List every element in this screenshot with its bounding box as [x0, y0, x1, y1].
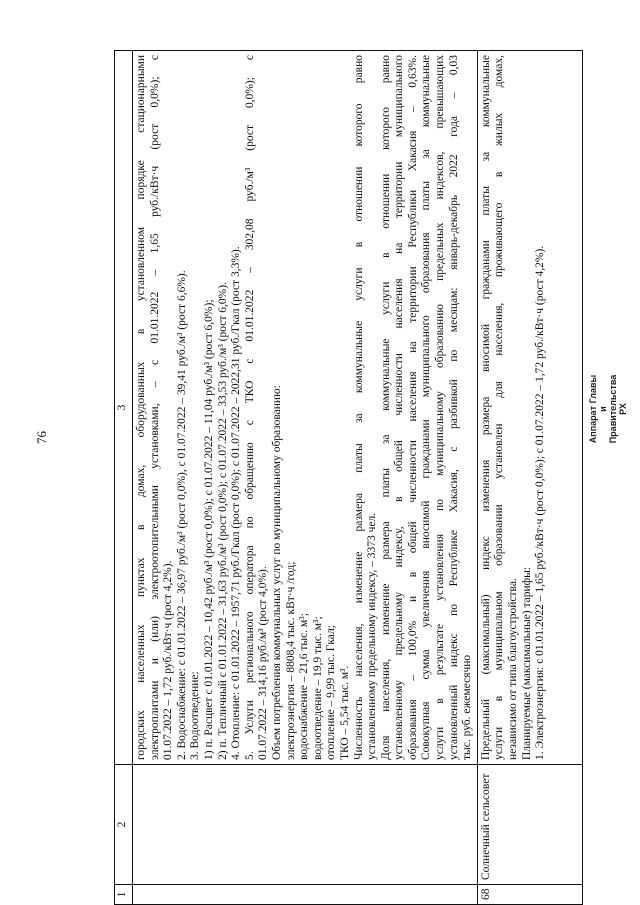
text-line: электроплитами и (или) электроотопительными установками, – с 01.01.2022 – 1,65 руб./кВт·ч (рост 0,0%); с [148, 55, 161, 760]
text-line: Доля населения, изменение размера платы за коммунальные услуги в отношении которого равно [379, 55, 392, 760]
text-line: 2. Водоснабжение: с 01.01.2022 – 36,97 руб./м³ (рост 0,0%), с 01.07.2022 – 39,41 руб./м³ (рост 6,6%). [175, 270, 188, 760]
text-line: водоотведение – 19,9 тыс. м³; [311, 616, 324, 760]
row-number: 68 [477, 885, 582, 905]
office-stamp [588, 374, 628, 444]
text-line: 1) п. Расцвет с 01.01.2022 – 10,42 руб./м³ (рост 0,0%); с 01.07.2022 – 11,04 руб./м³ (рост 6,0%); [202, 299, 215, 760]
text-line: городских населенных пунктах в домах, оборудованных в установленном порядке стационарными [135, 55, 147, 760]
text-line: 1. Электроэнергия: с 01.01.2022 – 1,65 руб./кВт·ч (рост 0,0%); с 01.07.2022 – 1,72 руб./кВт·ч (рост 4,2%). [534, 245, 547, 760]
table-row [133, 51, 478, 905]
text-line: услуги в результате установления по муниципальному образованию предельных индексов, превышающих [434, 55, 447, 760]
text-line: установленному предельному индексу, в общей численности населения на территории муниципального [393, 55, 406, 760]
stamp-line-2: и Правительства РХ [598, 374, 628, 444]
row-number [133, 885, 478, 905]
text-line: 2) п. Тепличный с 01.01.2022 – 31,63 руб./м³ (рост 0,0%); с 01.07.2022 – 33,53 руб./м³ (рост 6,0%). [216, 282, 229, 760]
text-line: Планируемые (максимальные) тарифы: [520, 566, 533, 760]
text-line: 5. Услуги регионального оператора по обращению с ТКО с 01.01.2022 – 302,08 руб./м³ (рост 0,0%); с [243, 55, 256, 760]
row-municipality: Солнечный сельсовет [477, 765, 582, 885]
text-line: водоснабжение – 21,6 тыс. м³; [298, 613, 311, 760]
text-line: Предельный (максимальный) индекс изменения размера вносимой гражданами платы за коммунальные [479, 55, 492, 760]
text-line: ТКО – 5,54 тыс. м³. [338, 665, 351, 760]
stamp-line-1: Аппарат Главы [588, 374, 598, 444]
header-cell-2: 2 [115, 765, 133, 885]
text-line: Совокупная сумма увеличения вносимой гражданами муниципального образования платы за коммунальные [420, 55, 433, 760]
row-description [477, 51, 582, 765]
row-description [133, 51, 478, 765]
text-line: 01.07.2022 – 1,72 руб./кВт·ч (рост 4,2%). [162, 560, 175, 760]
text-line: независимо от типа благоустройства. [507, 578, 520, 760]
text-line: Численность населения, изменение размера платы за коммунальные услуги в отношении которого равно [352, 55, 365, 760]
text-line: 3. Водоотведение: [189, 671, 202, 760]
text-line: услуги в муниципальном образовании установлен для населения, проживающего в жилых домах, [493, 55, 506, 760]
text-line: электроэнергия – 8808,4 тыс. кВт·ч /год; [284, 561, 297, 760]
text-line: установленному предельному индексу, – 3373 чел. [366, 512, 379, 760]
row-municipality [133, 765, 478, 885]
text-line: Объем потребления коммунальных услуг по муниципальному образованию: [270, 385, 283, 760]
text-line: образования – 100,0% и в общей численности населения на территории Республики Хакасия – 0,63%. [406, 55, 419, 760]
table-header-row [115, 51, 133, 905]
header-cell-1: 1 [115, 885, 133, 905]
text-line: отопление – 9,99 тыс. Гкал; [325, 625, 338, 760]
header-cell-3: 3 [115, 51, 133, 765]
text-line: тыс. руб. ежемесячно [461, 654, 474, 760]
text-line: 4. Отопление: с 01.01.2022 – 1957,71 руб./Гкал (рост 0,0%); с 01.07.2022 – 2022,31 руб./Гкал (рост 3,3%). [230, 246, 243, 760]
page-number: 76 [34, 431, 49, 444]
table-row [477, 51, 582, 905]
text-line: 01.07.2022 – 314,16 руб./м³ (рост 4,0%). [257, 566, 270, 760]
tariff-table [114, 50, 583, 905]
text-line: установленный индекс по Республике Хакасия, с разбивкой по месяцам: январь-декабрь 2022 года – 0,03 [447, 55, 460, 760]
